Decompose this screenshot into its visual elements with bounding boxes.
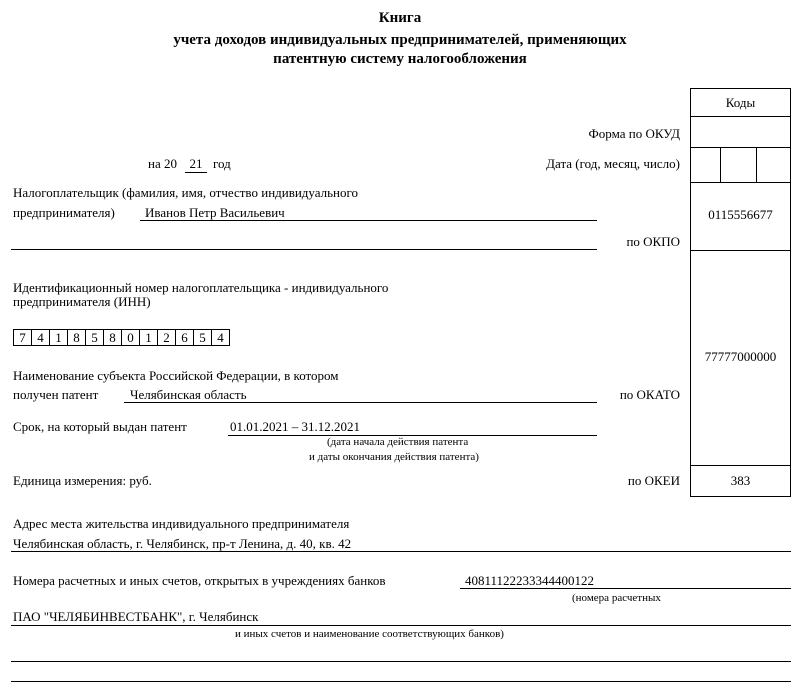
inn-digit: 8 — [103, 329, 122, 346]
subject-label-line1: Наименование субъекта Российской Федерации, в котором — [13, 368, 339, 383]
inn-digit: 8 — [67, 329, 86, 346]
inn-digit: 5 — [193, 329, 212, 346]
term-note-line1: (дата начала действия патента — [327, 436, 469, 448]
subject-value: Челябинская область — [130, 387, 247, 402]
year-value: 21 — [189, 156, 203, 171]
codes-header: Коды — [725, 95, 756, 110]
subject-label-line2: получен патент — [13, 387, 99, 402]
year-suffix: год — [213, 156, 231, 171]
address-label: Адрес места жительства индивидуального предпринимателя — [13, 516, 350, 531]
accounts-note-line1: (номера расчетных — [572, 592, 661, 604]
bank-name: ПАО "ЧЕЛЯБИНВЕСТБАНК", г. Челябинск — [13, 609, 259, 624]
date-label: Дата (год, месяц, число) — [546, 156, 680, 171]
inn-digit: 7 — [13, 329, 32, 346]
year-prefix: на 20 — [148, 156, 177, 171]
inn-digit: 0 — [121, 329, 140, 346]
okei-value: 383 — [730, 473, 751, 488]
taxpayer-name: Иванов Петр Васильевич — [145, 205, 285, 220]
taxpayer-label-line2: предпринимателя) — [13, 205, 115, 220]
taxpayer-label-line1: Налогоплательщик (фамилия, имя, отчество индивидуального — [13, 185, 359, 200]
inn-digit: 5 — [85, 329, 104, 346]
okpo-label: по ОКПО — [626, 234, 680, 249]
inn-digit: 1 — [139, 329, 158, 346]
document-title: Книга — [378, 10, 422, 26]
unit-label: Единица измерения: руб. — [13, 473, 152, 488]
document-subtitle-line2: патентную систему налогообложения — [273, 51, 527, 67]
accounts-label: Номера расчетных и иных счетов, открытых в учреждениях банков — [13, 573, 386, 588]
accounts-note-line2: и иных счетов и наименование соответствующих банков) — [235, 628, 504, 640]
term-label: Срок, на который выдан патент — [13, 419, 187, 434]
inn-digit: 4 — [211, 329, 230, 346]
term-value: 01.01.2021 – 31.12.2021 — [230, 419, 360, 434]
document-subtitle-line1: учета доходов индивидуальных предпринимателей, применяющих — [173, 32, 627, 48]
accounts-value: 40811122233344400122 — [465, 573, 595, 588]
inn-label-line2: предпринимателя (ИНН) — [13, 294, 151, 309]
inn-label-line1: Идентификационный номер налогоплательщика - индивидуального — [13, 280, 389, 295]
okpo-value: 0115556677 — [708, 207, 773, 222]
term-note-line2: и даты окончания действия патента) — [309, 451, 479, 463]
inn-digit: 2 — [157, 329, 176, 346]
inn-digit: 1 — [49, 329, 68, 346]
inn-digit: 4 — [31, 329, 50, 346]
okud-label: Форма по ОКУД — [588, 126, 680, 141]
okei-label: по ОКЕИ — [627, 473, 680, 488]
address-value: Челябинская область, г. Челябинск, пр-т Ленина, д. 40, кв. 42 — [13, 536, 352, 551]
inn-digits — [13, 329, 230, 346]
codes-column — [690, 88, 791, 497]
okato-label: по ОКАТО — [619, 387, 680, 402]
inn-digit: 6 — [175, 329, 194, 346]
okato-value: 77777000000 — [704, 349, 777, 364]
